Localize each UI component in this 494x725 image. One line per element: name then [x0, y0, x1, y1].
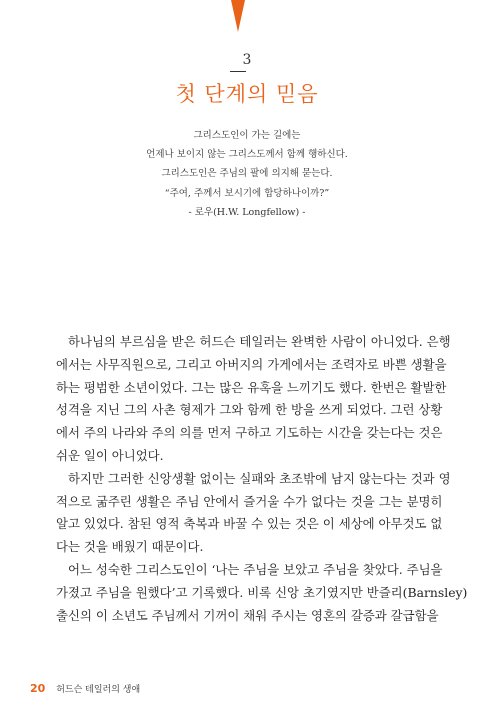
epigraph	[0, 126, 494, 222]
text-line: 출신의 이 소년도 주님께서 기꺼이 채워 주시는 영혼의 갈증과 갈급함을	[56, 607, 439, 623]
paragraph-3	[56, 559, 468, 627]
text-line: 하나님의 부르심을 받은 허드슨 테일러는 완벽한 사람이 아니었다. 은행	[68, 334, 451, 349]
paragraph-2	[56, 468, 451, 559]
running-title: 허드슨 테일러의 생애	[56, 685, 141, 695]
epigraph-line: 그리스도인이 가는 길에는	[193, 130, 301, 141]
text-line: 가졌고 주님을 원했다’고 기록했다. 비록 신앙 초기였지만 반즐리(Barnsley)	[56, 584, 468, 600]
text-line: 하지만 그러한 신앙생활 없이는 실패와 초조밖에 남지 않는다는 것과 영	[68, 470, 451, 486]
page-number: 20	[30, 682, 46, 695]
text-line: 하는 평범한 소년이었다. 그는 많은 유혹을 느끼기도 했다. 한번은 활발한	[56, 379, 447, 395]
chapter-marker	[231, 0, 245, 32]
epigraph-line: “주여, 주께서 보시기에 합당하나이까?”	[164, 187, 330, 199]
chapter-number-underline	[230, 71, 246, 72]
text-line: 에서 주의 나라와 주의 의를 먼저 구하고 기도하는 시간을 갖는다는 것은	[56, 425, 443, 441]
epigraph-line: 언제나 보이지 않는 그리스도께서 함께 행하신다.	[146, 149, 348, 161]
chapter-title: 첫 단계의 믿음	[175, 82, 319, 106]
epigraph-attribution: - 로우(H.W. Longfellow) -	[188, 206, 306, 218]
page-footer	[30, 682, 140, 695]
epigraph-line: 그리스도인은 주님의 팔에 의지해 묻는다.	[161, 168, 333, 180]
paragraph-1	[56, 331, 451, 468]
text-line: 적으로 굶주린 생활은 주님 안에서 즐거울 수가 없다는 것을 그는 분명히	[56, 493, 443, 509]
chapter-number: 3	[242, 52, 252, 68]
text-line: 에서는 사무직원으로, 그리고 아버지의 가게에서는 조력자로 바쁜 생활을	[56, 356, 447, 372]
text-line: 성격을 지닌 그의 사촌 형제가 그와 함께 한 방을 쓰게 되었다. 그런 상황	[56, 402, 443, 418]
body-text	[56, 331, 468, 627]
text-line: 알고 있었다. 참된 영적 축복과 바꿀 수 있는 것은 이 세상에 아무것도 없	[56, 516, 443, 532]
text-line: 다는 것을 배웠기 때문이다.	[56, 539, 204, 555]
text-line: 쉬운 일이 아니었다.	[56, 447, 164, 463]
text-line: 어느 성숙한 그리스도인이 ‘나는 주님을 보았고 주님을 찾았다. 주님을	[68, 561, 443, 577]
